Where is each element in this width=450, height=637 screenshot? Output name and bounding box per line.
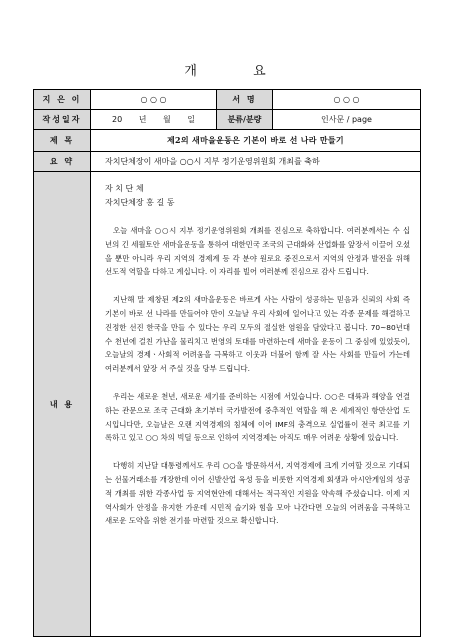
subject-label: 제 목 bbox=[34, 130, 91, 152]
summary-value: 자치단체장이 새마을 ○○시 지부 정기운영위원회 개최를 축하 bbox=[91, 152, 421, 172]
sender-organization: 자 치 단 체 bbox=[105, 184, 144, 193]
paragraph-3: 우리는 새로운 천년, 새로운 세기를 준비하는 시점에 서있습니다. ○○은 대륙과 해양을 연결하는 관문으로 조국 근대화 초기부터 국가발전에 중추적인 역할을 해 온 세계적인 항만산업 도시입니다만, 오늘날은 오랜 지역경제의 침체에 이어 IMF의 충격으로 실업률이 전국 최고를 기록하고 있고 ○○ 차의 빅딜 등으로 인하여 지역경제는 아직도 매우 어려운 상황에 있습니다. bbox=[105, 391, 410, 443]
date-label: 작성일자 bbox=[34, 110, 91, 130]
speaker-label: 지 은 이 bbox=[34, 90, 91, 110]
summary-label: 요 약 bbox=[34, 152, 91, 172]
speaker-value: ○ ○ ○ bbox=[91, 90, 217, 110]
content-body bbox=[91, 172, 421, 637]
paragraph-1: 오늘 새마을 ○○시 지부 정기운영위원회 개최를 진심으로 축하합니다. 여러분께서는 수 십 년의 긴 세월토안 새마을운동을 통하여 대한민국 조국의 근대화와 산업화를 앞장서 이끌어 오셨을 뿐만 아니라 우리 지역의 경제계 등 각 분야 원로요 중진으로서 지역의 안정과 발전을 위해 선도적 역할을 다하고 계십니다. 이 자리를 빌어 여러분께 진심으로 감사 드립니다. bbox=[105, 226, 410, 277]
page-title: 개 요 bbox=[184, 64, 292, 79]
content-label: 내 용 bbox=[34, 172, 91, 637]
signer-label: 서 명 bbox=[217, 90, 273, 110]
signer-value: ○ ○ ○ bbox=[273, 90, 421, 110]
category-value: 인사문 / page bbox=[273, 110, 421, 130]
category-label: 분류/분량 bbox=[217, 110, 273, 130]
paragraph-4: 다행히 지난달 대통령께서도 우리 ○○을 방문하셔서, 지역경제에 크게 기여할 것으로 기대되는 선물거래소를 개장한데 이어 신발산업 육성 등을 비롯한 지역경제 회생과 아시안게임의 성공적 개최를 위한 각종사업 등 지역현안에 대해서는 적극적인 지원을 약속해 주셨습니다. 이제 지역사회가 안정을 유지한 가운데 시민적 슬기와 힘을 모아 나간다면 오늘의 어려움을 극복하고 새로운 도약을 위한 전기를 마련할 것으로 확신합니다. bbox=[105, 461, 410, 526]
overview-form-table bbox=[33, 89, 421, 637]
paragraph-2: 지난해 말 제창된 제2의 새마을운동은 바르게 사는 사람이 성공하는 믿음과 신뢰의 사회 즉 기본이 바로 선 나라를 만들어야 만이 오늘날 우리 사회에 일어나고 있는 각종 문제를 해결하고 진정한 선진 한국을 만들 수 있다는 우리 모두의 절실한 염원을 담았다고 봅니다. 70~80년대 수 천년에 걸친 가난을 물리치고 번영의 토대를 마련하는데 새마을 운동이 그 중심에 있었듯이, 오늘날의 경제ㆍ사회적 어려움을 극복하고 이웃과 더불어 함께 잘 사는 사회를 만들어 가는데 여러분께서 앞장 서 주실 것을 당부 드립니다. bbox=[105, 295, 410, 374]
subject-value: 제2의 새마을운동은 기본이 바로 선 나라 만들기 bbox=[91, 130, 421, 152]
sender-block bbox=[105, 182, 410, 210]
sender-name: 자치단체장 홍 길 동 bbox=[105, 198, 175, 207]
date-value: 20 년 월 일 bbox=[91, 110, 217, 130]
